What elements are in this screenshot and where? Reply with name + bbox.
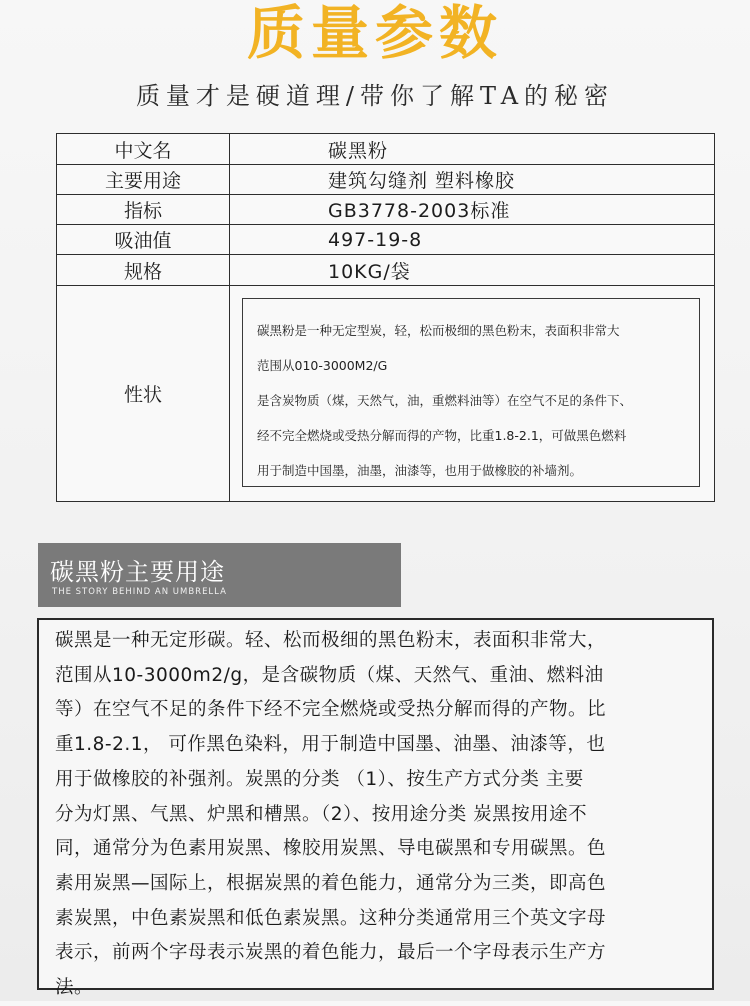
- table-row: [57, 255, 715, 286]
- description-line: 重1.8-2.1， 可作黑色染料，用于制造中国墨、油墨、油漆等，也: [55, 734, 606, 756]
- page-subtitle: 质量才是硬道理/带你了解TA的秘密: [135, 82, 615, 110]
- section-subtitle: THE STORY BEHIND AN UMBRELLA: [52, 587, 227, 597]
- row-label: 规格: [57, 255, 230, 286]
- page-title: 质量参数: [246, 0, 503, 67]
- row-label: 主要用途: [57, 165, 230, 195]
- property-text-box: [242, 298, 700, 487]
- section-banner: [38, 543, 401, 607]
- description-line: 素炭黑，中色素炭黑和低色素炭黑。这种分类通常用三个英文字母: [55, 907, 607, 929]
- section-title: 碳黑粉主要用途: [50, 558, 225, 586]
- table-row: [57, 225, 715, 255]
- table-row: [57, 165, 715, 195]
- table-row: [57, 134, 715, 165]
- table-row-properties: [57, 286, 715, 502]
- property-line: 用于制造中国墨，油墨，油漆等，也用于做橡胶的补墙剂。: [257, 463, 583, 478]
- row-label: 吸油值: [57, 225, 230, 255]
- table-row: [57, 195, 715, 225]
- row-label: 指标: [57, 195, 230, 225]
- row-value: GB3778-2003标准: [230, 195, 715, 225]
- description-line: 碳黑是一种无定形碳。轻、松而极细的黑色粉末，表面积非常大，: [55, 630, 607, 651]
- description-line: 素用炭黑—国际上，根据炭黑的着色能力，通常分为三类，即高色: [55, 872, 607, 894]
- description-line: 同，通常分为色素用炭黑、橡胶用炭黑、导电碳黑和专用碳黑。色: [55, 838, 607, 860]
- description-line: 表示，前两个字母表示炭黑的着色能力，最后一个字母表示生产方: [55, 942, 607, 964]
- row-value: 497-19-8: [230, 225, 715, 255]
- property-line: 范围从010-3000M2/G: [257, 358, 388, 373]
- description-line: 等）在空气不足的条件下经不完全燃烧或受热分解而得的产物。比: [55, 699, 607, 721]
- description-line: 用于做橡胶的补强剂。炭黑的分类 （1）、按生产方式分类 主要: [55, 768, 584, 790]
- property-cell: [230, 286, 715, 502]
- row-label: 中文名: [57, 134, 230, 165]
- description-line: 法。: [55, 977, 94, 999]
- row-value: 10KG/袋: [230, 255, 715, 286]
- parameters-table: [56, 133, 715, 502]
- property-line: 碳黑粉是一种无定型炭，轻，松而极细的黑色粉末，表面积非常大: [257, 323, 620, 338]
- description-box: [37, 618, 714, 999]
- description-line: 范围从10-3000m2/g，是含碳物质（煤、天然气、重油、燃料油: [55, 664, 604, 686]
- row-value: 碳黑粉: [230, 134, 715, 165]
- row-value: 建筑勾缝剂 塑料橡胶: [230, 165, 715, 195]
- property-line: 经不完全燃烧或受热分解而得的产物，比重1.8-2.1，可做黑色燃料: [257, 428, 627, 443]
- property-label: 性状: [57, 286, 230, 502]
- property-line: 是含炭物质（煤，天然气，油，重燃料油等）在空气不足的条件下、: [257, 393, 633, 408]
- description-line: 分为灯黑、气黑、炉黑和槽黑。（2）、按用途分类 炭黑按用途不: [55, 803, 588, 825]
